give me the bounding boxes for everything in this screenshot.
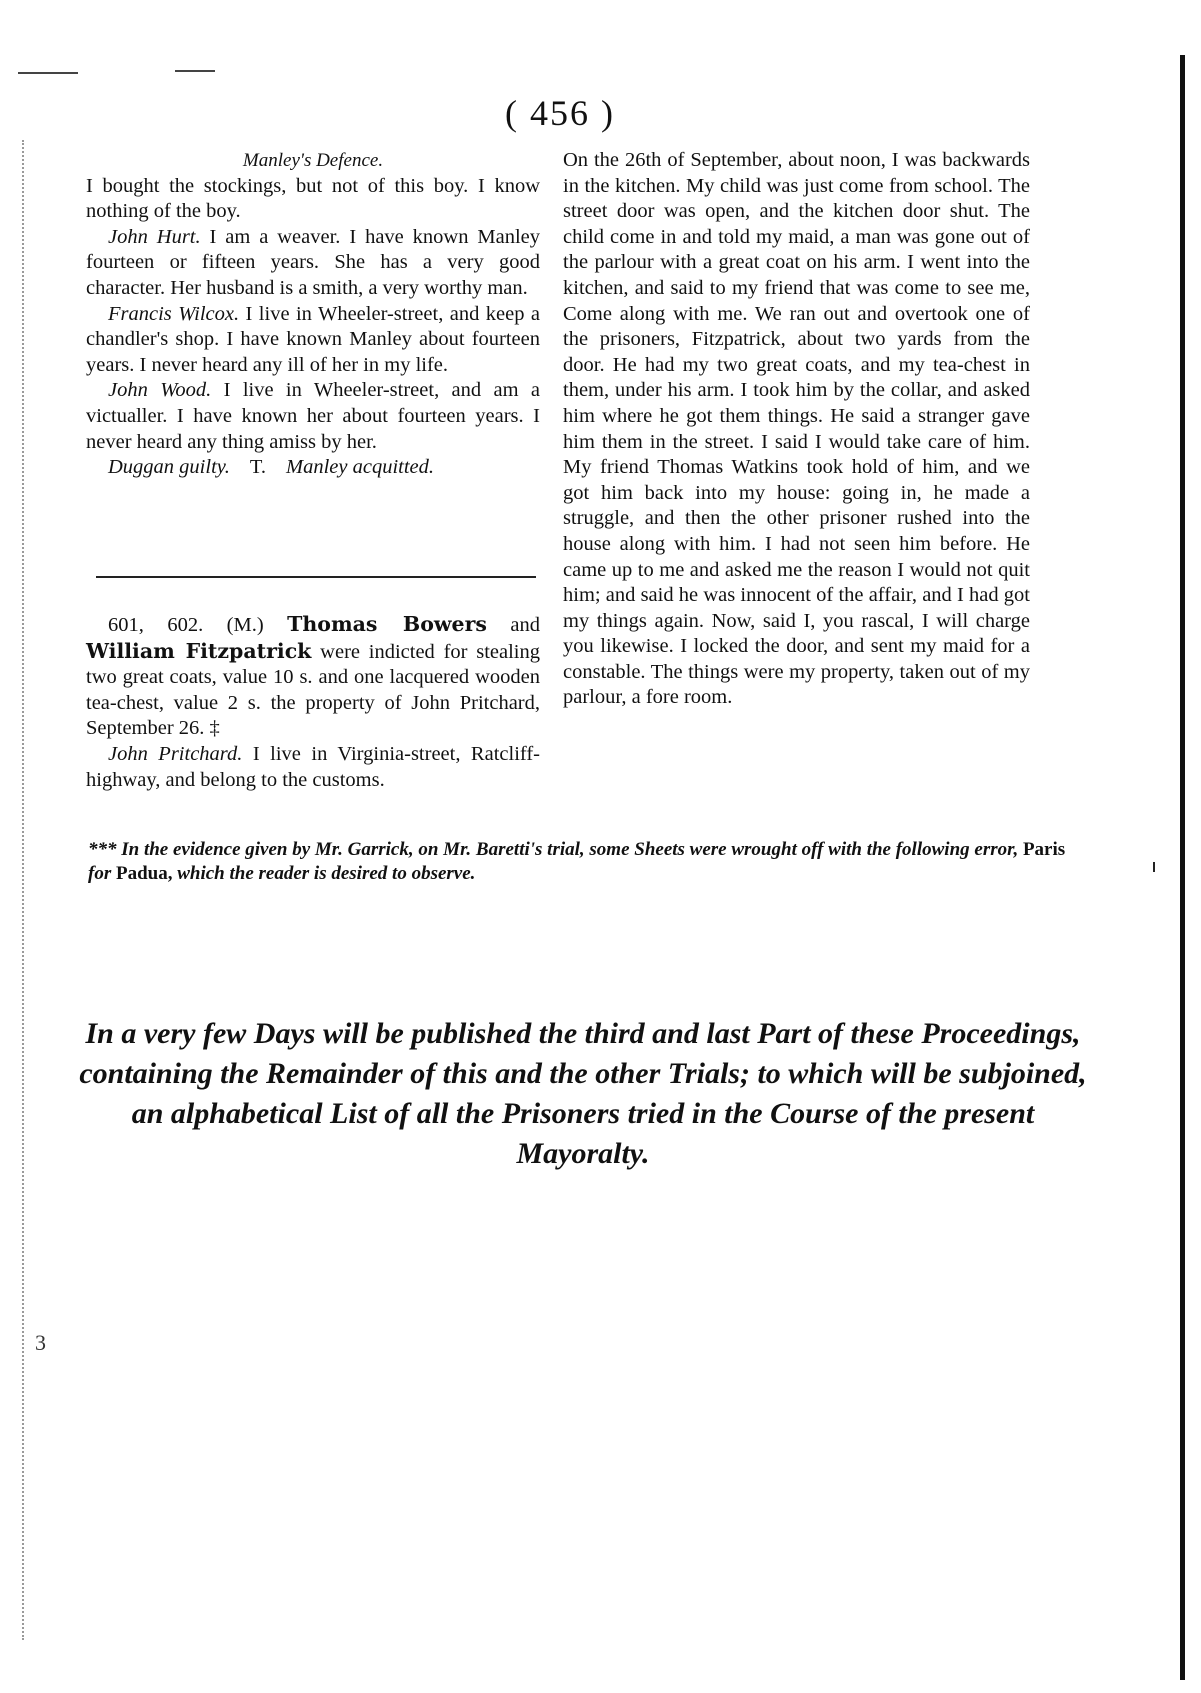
testimony-paragraph [86, 742, 540, 793]
testimony-paragraph [86, 378, 540, 455]
erratum-wrong-word: Paris [1022, 839, 1066, 860]
left-column [86, 148, 540, 481]
transported-mark: ‡ [209, 717, 220, 740]
right-column [563, 148, 1030, 711]
verdict-guilty: Duggan guilty. [108, 456, 230, 479]
witness-name: John Hurt. [108, 225, 201, 248]
erratum-note [88, 838, 1088, 886]
verdict-acquitted: Manley acquitted. [286, 456, 435, 479]
testimony-paragraph [86, 302, 540, 379]
case-numbers: 601, 602. (M.) [108, 614, 264, 636]
page-number: ( 456 ) [505, 93, 615, 133]
witness-name: John Wood. [108, 379, 212, 402]
margin-mark: 3 [35, 1330, 46, 1355]
testimony-text: I am a weaver. I have known Manley fourteen or fifteen years. She has a very good character. Her husband is a smith, a very worthy man. [86, 225, 541, 299]
testimony-continuation: On the 26th of September, about noon, I was backwards in the kitchen. My child was just come from school. The street door was open, and the kitchen door shut. The child come in and told my maid, a man was gone out of the parlour with a great coat on his arm. I went into the kitchen, and said to my friend that was come to see me, Come along with me. We ran out and overtook one of the prisoners, Fitzpatrick, about two yards from the door. He had my two great coats, and my tea-chest in them, under his arm. I took him by the collar, and asked him where he got them things. He said a stranger gave him them in the street. I said I would take care of him. My friend Thomas Watkins took hold of him, and we got him back into my house: going in, he made a struggle, and then the other prisoner rushed into the house along with him. I had not seen him before. He came up to me and asked me the reason I would not quit him; and said he was innocent of the affair, and I had got my things again. Now, said I, you rascal, I will charge you likewise. I locked the door, and sent my maid for a constable. The things were my property, taken out of my parlour, a fore room. [563, 149, 1030, 709]
page-edge-rule [1180, 55, 1185, 1680]
conjunction: and [510, 614, 541, 636]
defendant-name: Thomas Bowers [287, 612, 487, 636]
erratum-correct-word: Padua, [115, 863, 173, 884]
scan-artifact [175, 70, 215, 72]
section-divider [96, 576, 536, 578]
testimony-text: I bought the stockings, but not of this boy. I know nothing of the boy. [86, 174, 540, 223]
erratum-text: *** In the evidence given by Mr. Garrick, on Mr. Baretti's trial, some Sheets were wrought off with the following error, [88, 839, 1019, 860]
binding-edge [22, 140, 24, 1640]
defendant-name: William Fitzpatrick [86, 638, 312, 663]
scan-artifact [18, 72, 78, 74]
erratum-text: which the reader is desired to observe. [177, 863, 476, 884]
charge-text: were indicted for stealing two great coats, value 10 s. and one lacquered wooden tea-chest, value 2 s. the property of John Pritchard, September 26. [86, 640, 541, 740]
witness-name: John Pritchard. [108, 742, 243, 765]
scan-artifact [1153, 862, 1155, 872]
verdict [86, 455, 540, 481]
testimony-text: I live in Virginia-street, Ratcliff-highway, and belong to the customs. [86, 742, 540, 791]
testimony-text: I live in Wheeler-street, and am a victualler. I have known her about fourteen years. I never heard any thing amiss by her. [86, 379, 540, 453]
case-entry [86, 612, 540, 793]
running-head: Manley's Defence. [242, 150, 384, 171]
testimony-text: I live in Wheeler-street, and keep a chandler's shop. I have known Manley about fourteen years. I never heard any ill of her in my life. [86, 302, 541, 376]
testimony-paragraph [86, 225, 540, 302]
publication-notice: In a very few Days will be published the third and last Part of these Proceedings, containing the Remainder of this and the other Trials; to which will be subjoined, an alphabetical List of all the Prisoners tried in the Course of the present Mayoralty. [79, 1017, 1087, 1170]
verdict-sentence: T. [249, 456, 266, 479]
indictment-paragraph [86, 612, 540, 742]
testimony-paragraph [86, 174, 540, 225]
erratum-for: for [88, 863, 112, 884]
witness-name: Francis Wilcox. [108, 302, 240, 325]
